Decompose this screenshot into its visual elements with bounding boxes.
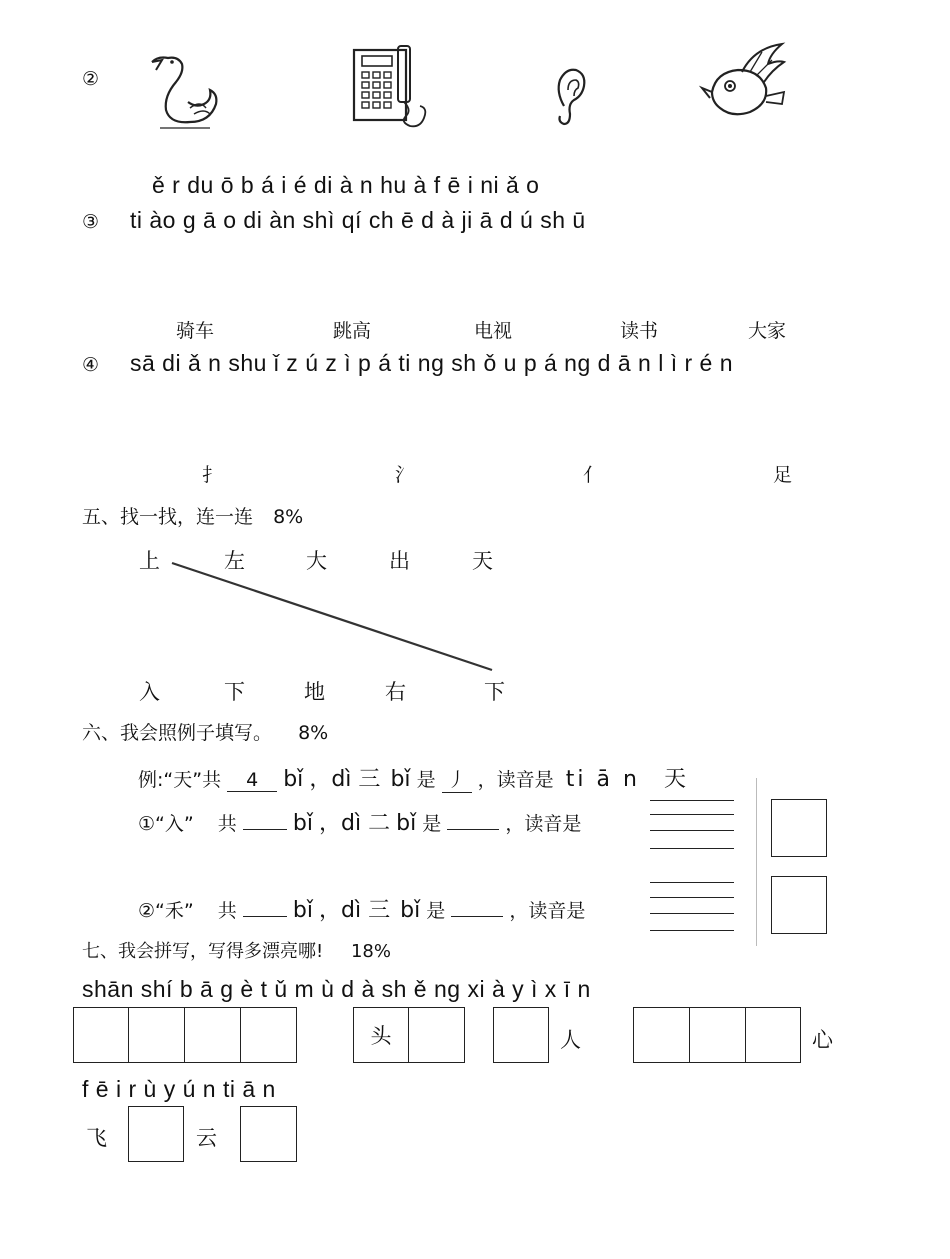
item-2-char-box[interactable] (771, 876, 827, 934)
answer-box-7[interactable] (633, 1007, 690, 1063)
radical-3: 足 (773, 464, 793, 486)
word-4: 大家 (748, 320, 787, 342)
given-char-fei: 飞 (86, 1126, 107, 1150)
item-2-stroke-blank[interactable] (451, 916, 503, 917)
top-char-4[interactable]: 天 (472, 549, 493, 573)
answer-box-1[interactable] (73, 1007, 129, 1063)
top-char-1[interactable]: 左 (224, 549, 245, 573)
word-0: 骑车 (176, 320, 215, 342)
top-char-3[interactable]: 出 (389, 549, 410, 573)
bottom-char-0[interactable]: 入 (139, 680, 160, 704)
answer-box-9[interactable] (745, 1007, 801, 1063)
row4-pinyin: sā di ǎ n shu ǐ z ú z ì p á ti ng sh ǒ u p á ng d ā n l ì r é n (130, 350, 734, 376)
q7-pinyin-row-1: shān shí b ā g è t ǔ m ù d à sh ě ng xi à y ì x ī n (82, 976, 591, 1002)
example-stroke: 丿 (442, 765, 472, 793)
row3-pinyin: ti ào g ā o di àn shì qí ch ē d à ji ā d ú sh ū (130, 207, 586, 233)
item-marker-3: ③ (82, 211, 100, 233)
divider (756, 778, 757, 946)
given-char-xin: 心 (812, 1028, 833, 1052)
answer-box-4[interactable] (240, 1007, 297, 1063)
section-7-title: 七、我会拼写，写得多漂亮哪! 18% (82, 941, 391, 962)
answer-box-2[interactable] (128, 1007, 185, 1063)
word-1: 跳高 (333, 320, 372, 342)
item-2-line: ②“禾” 共 bǐ ，dì 三 bǐ 是 ，读音是 (138, 898, 586, 923)
answer-box-10[interactable] (128, 1106, 184, 1162)
radical-2: 亻 (583, 464, 603, 486)
radical-0: 扌 (202, 464, 222, 486)
item-marker-2: ② (82, 68, 100, 90)
answer-box-11[interactable] (240, 1106, 297, 1162)
answer-box-5[interactable] (408, 1007, 465, 1063)
radical-1: 氵 (395, 464, 415, 486)
bottom-char-1[interactable]: 下 (224, 680, 245, 704)
answer-box-3[interactable] (184, 1007, 241, 1063)
top-char-2[interactable]: 大 (306, 549, 327, 573)
answer-box-6[interactable] (493, 1007, 549, 1063)
top-char-0[interactable]: 上 (139, 549, 160, 573)
bottom-char-2[interactable]: 地 (304, 680, 325, 704)
bottom-char-3[interactable]: 右 (385, 680, 406, 704)
section-6-title: 六、我会照例子填写。 8% (82, 722, 329, 744)
example-line: 例:“天”共 4 bǐ ，dì 三 bǐ 是 丿 ，读音是 ti ā n 天 (138, 767, 686, 792)
bottom-char-4[interactable]: 下 (484, 680, 505, 704)
given-char-yun: 云 (196, 1126, 217, 1150)
word-3: 读书 (620, 320, 659, 342)
item-1-stroke-blank[interactable] (447, 829, 499, 830)
item-1-char-box[interactable] (771, 799, 827, 857)
item-2-count-blank[interactable] (243, 916, 287, 917)
given-char-box-tou: 头 (353, 1007, 409, 1063)
item-marker-4: ④ (82, 354, 100, 376)
item-1-line: ①“入” 共 bǐ ，dì 二 bǐ 是 ，读音是 (138, 811, 582, 836)
row2-pinyin: ě r du ō b á i é di à n hu à f ē i ni ǎ o (152, 172, 540, 198)
word-2: 电视 (474, 320, 513, 342)
example-count: 4 (227, 769, 277, 792)
section-5-title: 五、找一找，连一连 8% (82, 506, 304, 528)
answer-box-8[interactable] (689, 1007, 746, 1063)
q7-pinyin-row-2: f ē i r ù y ú n ti ā n (82, 1076, 276, 1102)
item-1-count-blank[interactable] (243, 829, 287, 830)
given-char-ren: 人 (560, 1028, 581, 1052)
